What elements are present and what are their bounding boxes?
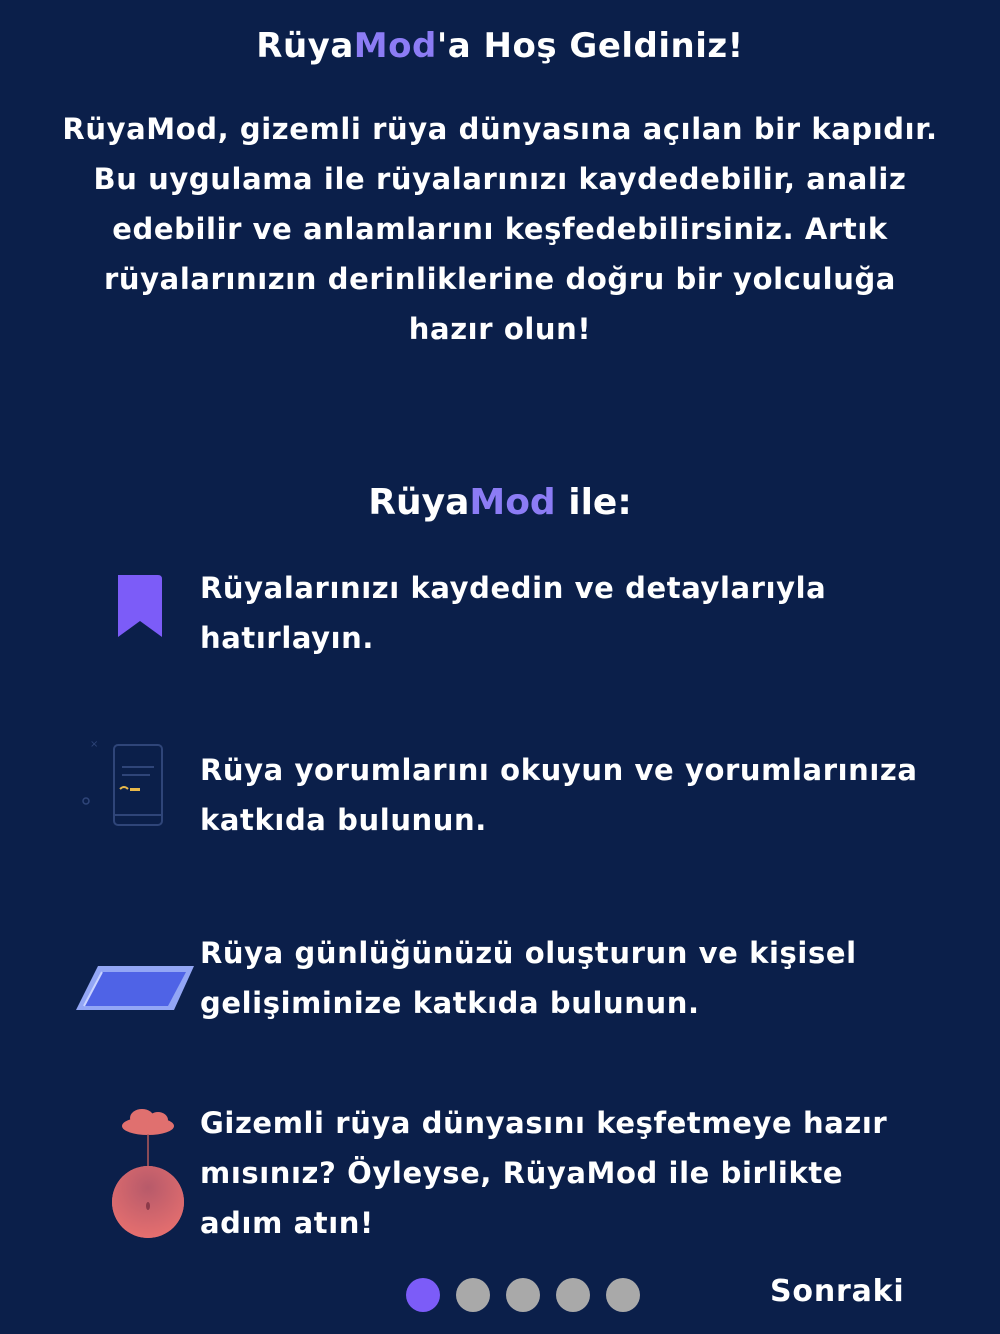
title-part1: Rüya bbox=[256, 26, 354, 66]
next-button[interactable]: Sonraki bbox=[770, 1274, 905, 1309]
feature-text: Rüya günlüğünüzü oluşturun ve kişisel gelişiminize katkıda bulunun. bbox=[200, 936, 857, 1020]
feature-item-record bbox=[70, 563, 950, 703]
phone-illustration-icon bbox=[70, 739, 200, 875]
page-dot-3[interactable] bbox=[506, 1278, 540, 1312]
features-heading-accent: Mod bbox=[469, 482, 556, 523]
open-book-icon bbox=[70, 928, 200, 1058]
page-indicator bbox=[406, 1278, 640, 1312]
page-dot-2[interactable] bbox=[456, 1278, 490, 1312]
features-heading bbox=[0, 482, 1000, 523]
intro-text: RüyaMod, gizemli rüya dünyasına açılan bir kapıdır. Bu uygulama ile rüyalarınızı kaydedebilir, analiz edebilir ve anlamlarını keşfedebilirsiniz. Artık rüyalarınızın derinliklerine doğru bir yolculuğa hazır olun! bbox=[62, 112, 938, 346]
feature-item-explore bbox=[70, 1098, 950, 1238]
page-dot-4[interactable] bbox=[556, 1278, 590, 1312]
feature-text: Rüya yorumlarını okuyun ve yorumlarınıza katkıda bulunun. bbox=[200, 753, 918, 837]
bookmark-icon bbox=[70, 563, 200, 693]
title-accent: Mod bbox=[353, 26, 437, 66]
feature-item-journal bbox=[70, 928, 950, 1068]
page-dot-5[interactable] bbox=[606, 1278, 640, 1312]
features-heading-part2: ile: bbox=[555, 482, 632, 523]
feature-item-interpret bbox=[70, 739, 950, 885]
svg-text:×: × bbox=[90, 739, 99, 750]
balloon-cloud-icon bbox=[70, 1098, 200, 1228]
feature-text: Gizemli rüya dünyasını keşfetmeye hazır mısınız? Öyleyse, RüyaMod ile birlikte adım atın! bbox=[200, 1106, 888, 1240]
page-dot-1[interactable] bbox=[406, 1278, 440, 1312]
title-part2: 'a Hoş Geldiniz! bbox=[436, 26, 744, 66]
feature-text: Rüyalarınızı kaydedin ve detaylarıyla hatırlayın. bbox=[200, 571, 827, 655]
features-heading-part1: Rüya bbox=[368, 482, 470, 523]
page-title bbox=[0, 26, 1000, 66]
